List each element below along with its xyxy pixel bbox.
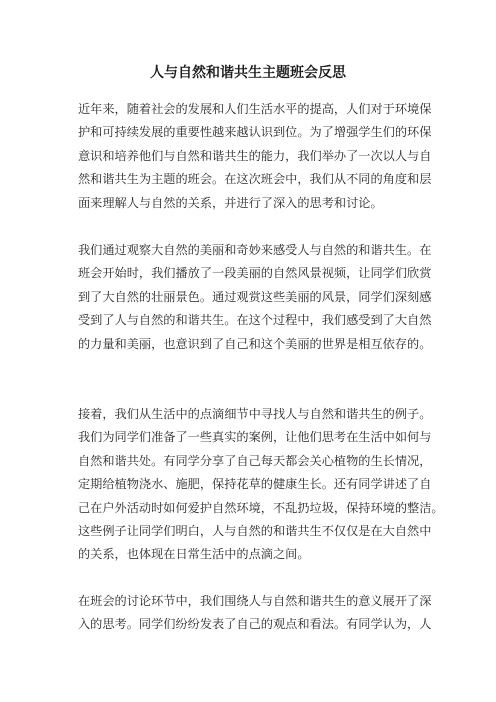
text-line: 这些例子让同学们明白，人与自然的和谐共生不仅仅是在大自然中 xyxy=(78,524,432,539)
text-line: 己在户外活动时如何爱护自然环境，不乱扔垃圾，保持环境的整洁。 xyxy=(78,500,444,515)
document-title: 人与自然和谐共生主题班会反思 xyxy=(150,65,346,81)
text-line: 受到了人与自然的和谐共生。在这个过程中，我们感受到了大自然 xyxy=(78,313,432,328)
text-line: 班会开始时，我们播放了一段美丽的自然风景视频，让同学们欣赏 xyxy=(78,266,432,281)
text-line: 近年来，随着社会的发展和人们生活水平的提高，人们对于环境保 xyxy=(78,102,432,116)
text-line: 到了大自然的壮丽景色。通过观赏这些美丽的风景，同学们深刻感 xyxy=(78,289,432,304)
text-line: 我们通过观察大自然的美丽和奇妙来感受人与自然的和谐共生。在 xyxy=(78,243,432,257)
paragraph-observation xyxy=(78,239,432,356)
text-line: 护和可持续发展的重要性越来越认识到位。为了增强学生们的环保 xyxy=(78,125,432,140)
paragraph-intro xyxy=(78,98,432,215)
text-line: 意识和培养他们与自然和谐共生的能力，我们举办了一次以人与自 xyxy=(78,148,432,163)
text-line: 我们为同学们准备了一些真实的案例，让他们思考在生活中如何与 xyxy=(78,430,432,445)
text-line: 然和谐共生为主题的班会。在这次班会中，我们从不同的角度和层 xyxy=(78,172,432,187)
paragraph-discussion xyxy=(78,590,432,637)
paragraph-examples xyxy=(78,403,444,567)
text-line: 在班会的讨论环节中，我们围绕人与自然和谐共生的意义展开了深 xyxy=(78,594,432,608)
text-line: 的力量和美丽，也意识到了自己和这个美丽的世界是相互依存的。 xyxy=(78,336,432,351)
text-line: 面来理解人与自然的关系，并进行了深入的思考和讨论。 xyxy=(78,195,383,210)
text-line: 的关系，也体现在日常生活中的点滴之间。 xyxy=(78,547,310,562)
text-line: 入的思考。同学们纷纷发表了自己的观点和看法。有同学认为，人 xyxy=(78,617,432,632)
text-line: 定期给植物浇水、施肥，保持花草的健康生长。还有同学讲述了自 xyxy=(78,477,432,492)
text-line: 接着，我们从生活中的点滴细节中寻找人与自然和谐共生的例子。 xyxy=(78,407,432,421)
text-line: 自然和谐共处。有同学分享了自己每天都会关心植物的生长情况， xyxy=(78,453,432,468)
